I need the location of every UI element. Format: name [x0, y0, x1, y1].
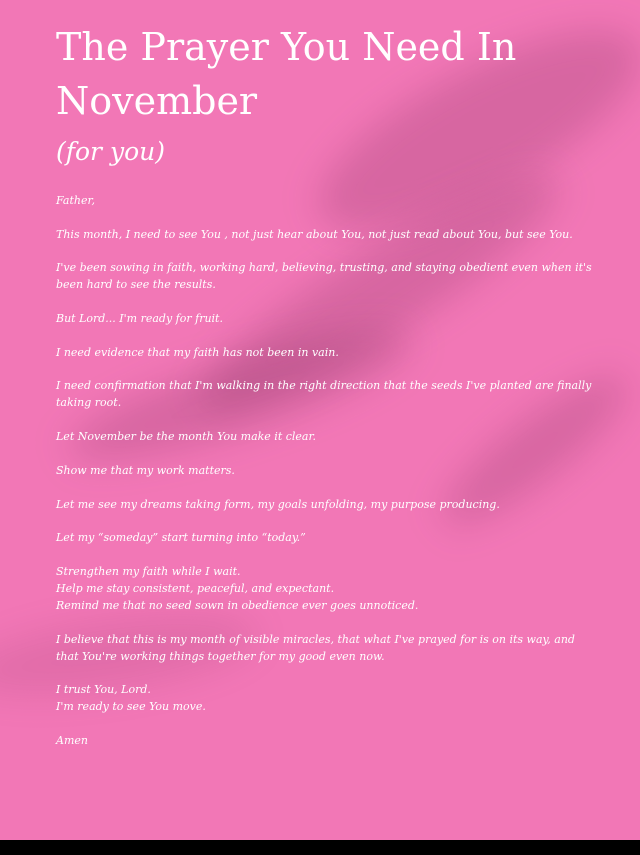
prayer-paragraph [56, 310, 596, 327]
prayer-paragraph [56, 377, 596, 411]
prayer-paragraph [56, 462, 596, 479]
prayer-line: I trust You, Lord. [56, 683, 151, 697]
prayer-line: This month, I need to see You , not just hear about You, not just read about You, but see You. [56, 227, 573, 241]
prayer-line: Father, [56, 194, 96, 207]
prayer-paragraph [56, 631, 596, 665]
prayer-paragraph [56, 681, 596, 715]
prayer-paragraph [56, 496, 596, 513]
prayer-line: Let November be the month You make it clear. [56, 430, 317, 444]
prayer-paragraph [56, 192, 596, 209]
prayer-body [56, 192, 596, 749]
prayer-paragraph [56, 428, 596, 445]
prayer-line: Strengthen my faith while I wait. [56, 564, 241, 578]
prayer-line: I believe that this is my month of visible miracles, that what I've prayed for is on its way, and that You're working things together for my good even now. [56, 632, 575, 663]
prayer-paragraph [56, 344, 596, 361]
prayer-line: Help me stay consistent, peaceful, and expectant. [56, 581, 335, 595]
prayer-line: I'm ready to see You move. [56, 700, 206, 714]
prayer-content [56, 0, 596, 766]
prayer-line: Remind me that no seed sown in obedience ever goes unnoticed. [56, 598, 419, 612]
prayer-paragraph [56, 259, 596, 293]
prayer-line: Let my “someday” start turning into “today.” [56, 531, 306, 545]
page-title: The Prayer You Need In November [56, 25, 517, 123]
page-subtitle: (for you) [56, 137, 165, 166]
prayer-paragraph [56, 732, 596, 749]
bottom-bar [0, 840, 640, 855]
prayer-line: Let me see my dreams taking form, my goals unfolding, my purpose producing. [56, 497, 500, 511]
prayer-line: I need evidence that my faith has not been in vain. [56, 345, 339, 359]
prayer-line: I've been sowing in faith, working hard, believing, trusting, and staying obedient even when it's been hard to see the results. [56, 261, 592, 292]
prayer-line: I need confirmation that I'm walking in the right direction that the seeds I've planted are finally taking root. [56, 379, 592, 410]
prayer-paragraph [56, 226, 596, 243]
prayer-line: But Lord... I'm ready for fruit. [56, 312, 223, 326]
prayer-paragraph [56, 563, 596, 614]
prayer-paragraph [56, 529, 596, 546]
prayer-line: Show me that my work matters. [56, 463, 235, 477]
prayer-line: Amen [56, 733, 88, 747]
